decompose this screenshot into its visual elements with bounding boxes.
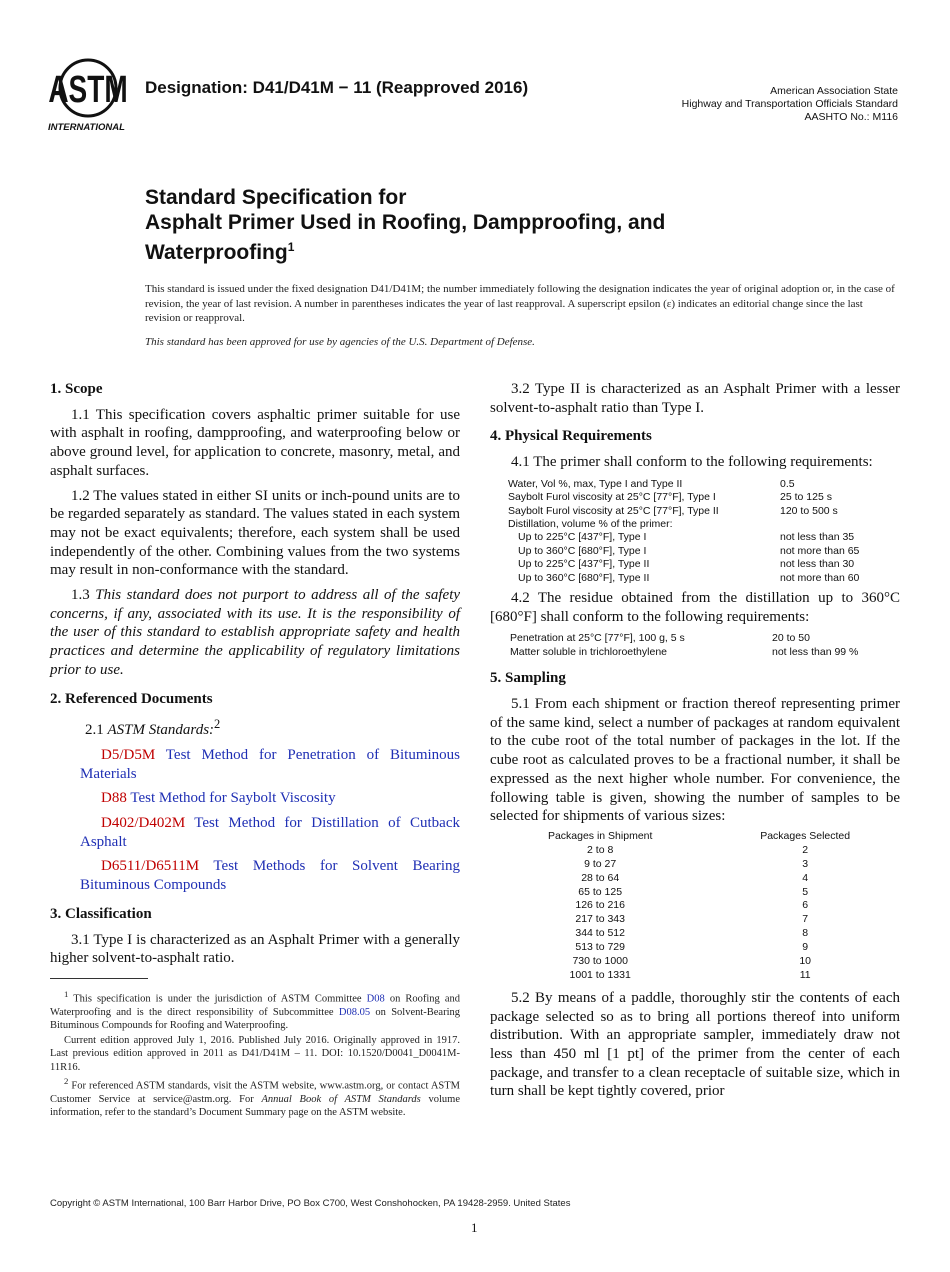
subhead-number: 2.1 <box>85 722 104 739</box>
astm-logo-graphic <box>46 56 136 136</box>
table-row <box>490 927 900 941</box>
reference-code[interactable]: D88 <box>101 790 127 807</box>
reference-item[interactable] <box>50 789 460 808</box>
shipment-cell: 344 to 512 <box>575 927 625 940</box>
table-row <box>490 899 900 913</box>
designation: Designation: D41/D41M − 11 (Reapproved 2016) <box>145 78 529 97</box>
committee-link[interactable]: D08 <box>366 993 385 1005</box>
reference-item[interactable] <box>50 814 460 851</box>
selected-cell: 10 <box>799 955 812 968</box>
table-row <box>508 558 859 571</box>
subhead-label: ASTM Standards: <box>107 722 215 739</box>
section-heading-classification: 3. Classification <box>50 905 152 922</box>
selected-cell: 11 <box>799 968 811 981</box>
table-row <box>508 478 859 491</box>
column-header: Packages in Shipment <box>547 829 653 842</box>
footnote-text: This specification is under the jurisdiction of ASTM Committee <box>73 993 362 1005</box>
designation-notice: This standard is issued under the fixed designation D41/D41M; the number immediately following the designation indicates the year of original adoption or, in the case of revision, the year of last revision. A number in parentheses indicates the year of last reapproval. A superscript epsilon (ε) indicates an editorial change since the last revision or reapproval. <box>145 283 895 324</box>
aashto-block <box>682 85 898 124</box>
selected-cell: 2 <box>802 843 809 856</box>
table-row <box>508 531 859 544</box>
table-row <box>490 955 900 969</box>
table-row <box>508 572 859 585</box>
selected-cell: 9 <box>802 941 809 954</box>
safety-caveat: This standard does not purport to address all of the safety concerns, if any, associated with its use. It is the responsibility of the user of this standard to establish appropriate safety and health practices and determine the applicability of regulatory limitations prior to use. <box>50 587 461 678</box>
footnote-text: on Roofing and Waterproofing and is the direct responsibility of Subcommittee <box>50 993 461 1018</box>
reference-code[interactable]: D5/D5M <box>101 746 156 763</box>
astm-logo <box>46 56 136 136</box>
shipment-cell: 217 to 343 <box>575 913 625 926</box>
req-label: Up to 225°C [437°F], Type I <box>518 531 647 544</box>
selected-cell: 4 <box>802 871 809 884</box>
req-value: not more than 60 <box>780 571 860 584</box>
footnote-divider <box>50 978 148 979</box>
paragraph-1-3 <box>50 586 460 680</box>
req-value: not less than 35 <box>780 531 855 544</box>
table-row <box>490 858 900 872</box>
table-row <box>508 545 859 558</box>
req-value: 20 to 50 <box>772 632 810 645</box>
reference-title[interactable]: Test Method for Penetration of Bituminous Materials <box>80 746 460 782</box>
page-number: 1 <box>471 1220 478 1235</box>
footnote-1 <box>50 988 460 1033</box>
astm-standards-subhead <box>50 715 460 740</box>
footnote-text: For referenced ASTM standards, visit the ASTM website, www.astm.org, or contact ASTM Customer Service at service@astm.org. For <box>50 1080 461 1105</box>
table-row <box>510 632 858 645</box>
req-label: Up to 360°C [680°F], Type II <box>518 571 650 584</box>
title-line-text: Waterproofing <box>145 241 288 264</box>
shipment-cell: 2 to 8 <box>587 843 614 856</box>
table-row <box>508 491 859 504</box>
shipment-cell: 513 to 729 <box>575 941 625 954</box>
footnotes <box>50 988 460 1121</box>
title-line: Asphalt Primer Used in Roofing, Dampproofing, and <box>145 211 666 234</box>
column-header: Packages Selected <box>760 829 851 842</box>
footnote-italic: Annual Book of ASTM Standards <box>261 1093 421 1105</box>
section-heading-physical: 4. Physical Requirements <box>490 428 652 445</box>
title-line: Standard Specification for <box>145 186 407 209</box>
req-value: not less than 99 % <box>772 645 859 658</box>
paragraph-4-1: 4.1 The primer shall conform to the following requirements: <box>511 454 873 471</box>
req-value: not less than 30 <box>780 558 855 571</box>
paragraph-5-2: 5.2 By means of a paddle, thoroughly stir the contents of each package selected so as to bring all portions thereof into uniform distribution. With an appropriate sampler, immediately draw not less than 450 ml [1 pt] of the primer from the center of each package, and transfer to a clean receptacle of suitable size, which in turn shall be kept tightly covered, prior <box>490 989 900 1100</box>
edition-note: Current edition approved July 1, 2016. Published July 2016. Originally approved in 1917. Last previous edition approved in 2011 as D41/D41M – 11. DOI: 10.1520/D0041_D0041M-11R16. <box>50 1034 460 1073</box>
aashto-line: Highway and Transportation Officials Standard <box>681 98 898 110</box>
reference-title[interactable]: Test Method for Saybolt Viscosity <box>130 790 336 807</box>
req-label: Up to 225°C [437°F], Type II <box>518 558 650 571</box>
copyright: Copyright © ASTM International, 100 Barr Harbor Drive, PO Box C700, West Conshohocken, PA 19428-2959. United States <box>50 1198 571 1209</box>
req-value: not more than 65 <box>780 544 860 557</box>
req-label: Distillation, volume % of the primer: <box>508 518 673 531</box>
paragraph-1-2: 1.2 The values stated in either SI units or inch-pound units are to be regarded separately as standard. The values stated in each system may not be exact equivalents; therefore, each system shall be used independently of the other. Combining values from the two systems may result in non-conformance with the standard. <box>50 487 460 579</box>
footnote-2 <box>50 1075 460 1120</box>
requirements-table <box>508 478 859 585</box>
selected-cell: 3 <box>802 857 809 870</box>
table-row <box>490 844 900 858</box>
req-value <box>780 518 859 531</box>
aashto-line: AASHTO No.: M116 <box>804 111 898 123</box>
section-heading-sampling: 5. Sampling <box>490 670 566 687</box>
title-footnote-mark: 1 <box>287 240 295 254</box>
shipment-cell: 730 to 1000 <box>572 955 628 968</box>
req-label: Water, Vol %, max, Type I and Type II <box>508 477 683 490</box>
page-title <box>145 185 665 265</box>
table-row <box>490 969 900 983</box>
logo-text: ASTM <box>48 68 128 111</box>
shipment-cell: 65 to 125 <box>578 885 623 898</box>
selected-cell: 6 <box>802 899 809 912</box>
subcommittee-link[interactable]: D08.05 <box>338 1006 371 1018</box>
reference-code[interactable]: D402/D402M <box>101 815 186 832</box>
selected-cell: 5 <box>802 885 809 898</box>
table-row <box>508 518 859 531</box>
table-row <box>490 941 900 955</box>
paragraph-1-1: 1.1 This specification covers asphaltic primer suitable for use with asphalt in roofing, dampproofing, and waterproofing below or above ground level, for application to concrete, masonry, metal, and asphalt surfaces. <box>50 406 460 479</box>
table-header-row <box>490 830 900 844</box>
sampling-table <box>490 830 900 983</box>
req-label: Penetration at 25°C [77°F], 100 g, 5 s <box>510 632 685 645</box>
req-label: Up to 360°C [680°F], Type I <box>518 544 647 557</box>
table-row <box>490 886 900 900</box>
req-value: 120 to 500 s <box>780 504 838 517</box>
reference-item[interactable] <box>50 746 460 783</box>
left-column <box>50 380 460 974</box>
shipment-cell: 9 to 27 <box>584 857 617 870</box>
reference-title[interactable]: Test Method for Distillation of Cutback Asphalt <box>80 815 460 850</box>
req-label: Matter soluble in trichloroethylene <box>510 645 667 658</box>
req-label: Saybolt Furol viscosity at 25°C [77°F], Type II <box>508 504 719 517</box>
footnote-text: volume information, refer to the standard’s Document Summary page on the ASTM website. <box>50 1093 461 1119</box>
req-value: 25 to 125 s <box>780 491 832 504</box>
aashto-line: American Association State <box>770 85 898 97</box>
dod-note: This standard has been approved for use by agencies of the U.S. Department of Defense. <box>145 336 535 348</box>
selected-cell: 8 <box>802 927 809 940</box>
reference-title[interactable]: Test Methods for Solvent Bearing Bituminous Compounds <box>80 858 460 894</box>
shipment-cell: 126 to 216 <box>575 899 625 912</box>
table-row <box>490 913 900 927</box>
section-heading-referenced: 2. Referenced Documents <box>50 690 213 707</box>
table-row <box>510 646 858 659</box>
shipment-cell: 28 to 64 <box>581 871 620 884</box>
right-column <box>490 380 900 1107</box>
reference-code[interactable]: D6511/D6511M <box>101 858 200 875</box>
paragraph-4-2: 4.2 The residue obtained from the distillation up to 360°C [680°F] shall conform to the following requirements: <box>490 590 900 625</box>
shipment-cell: 1001 to 1331 <box>569 968 631 981</box>
req-label: Saybolt Furol viscosity at 25°C [77°F], Type I <box>508 491 716 504</box>
subhead-footnote-mark: 2 <box>214 717 221 732</box>
reference-item[interactable] <box>50 857 460 894</box>
footnote-mark: 1 <box>64 989 69 999</box>
req-value: 0.5 <box>780 477 795 490</box>
footnote-mark: 2 <box>64 1075 69 1086</box>
footnote-text: on Solvent-Bearing Bituminous Compounds for Roofing and Waterproofing. <box>50 1006 461 1032</box>
paragraph-5-1: 5.1 From each shipment or fraction thereof representing primer of the same kind, select a number of packages at random equivalent to the cube root of the total number of packages in the lot. If the cube root as calculated proves to be a fractional number, it shall be expressed as the next higher whole number. For convenience, the following table is given, showing the number of samples to be selected for shipments of various sizes: <box>490 695 900 825</box>
table-row <box>490 872 900 886</box>
paragraph-3-1: 3.1 Type I is characterized as an Asphalt Primer with a generally higher solvent-to-asphalt ratio. <box>50 931 460 967</box>
title-line <box>145 235 665 265</box>
selected-cell: 7 <box>802 913 809 926</box>
logo-subtext: INTERNATIONAL <box>48 122 125 133</box>
section-heading-scope: 1. Scope <box>50 381 103 397</box>
paragraph-number: 1.3 <box>71 587 90 604</box>
paragraph-3-2: 3.2 Type II is characterized as an Asphalt Primer with a lesser solvent-to-asphalt ratio than Type I. <box>490 381 900 416</box>
residue-table <box>510 632 858 659</box>
table-row <box>508 505 859 518</box>
